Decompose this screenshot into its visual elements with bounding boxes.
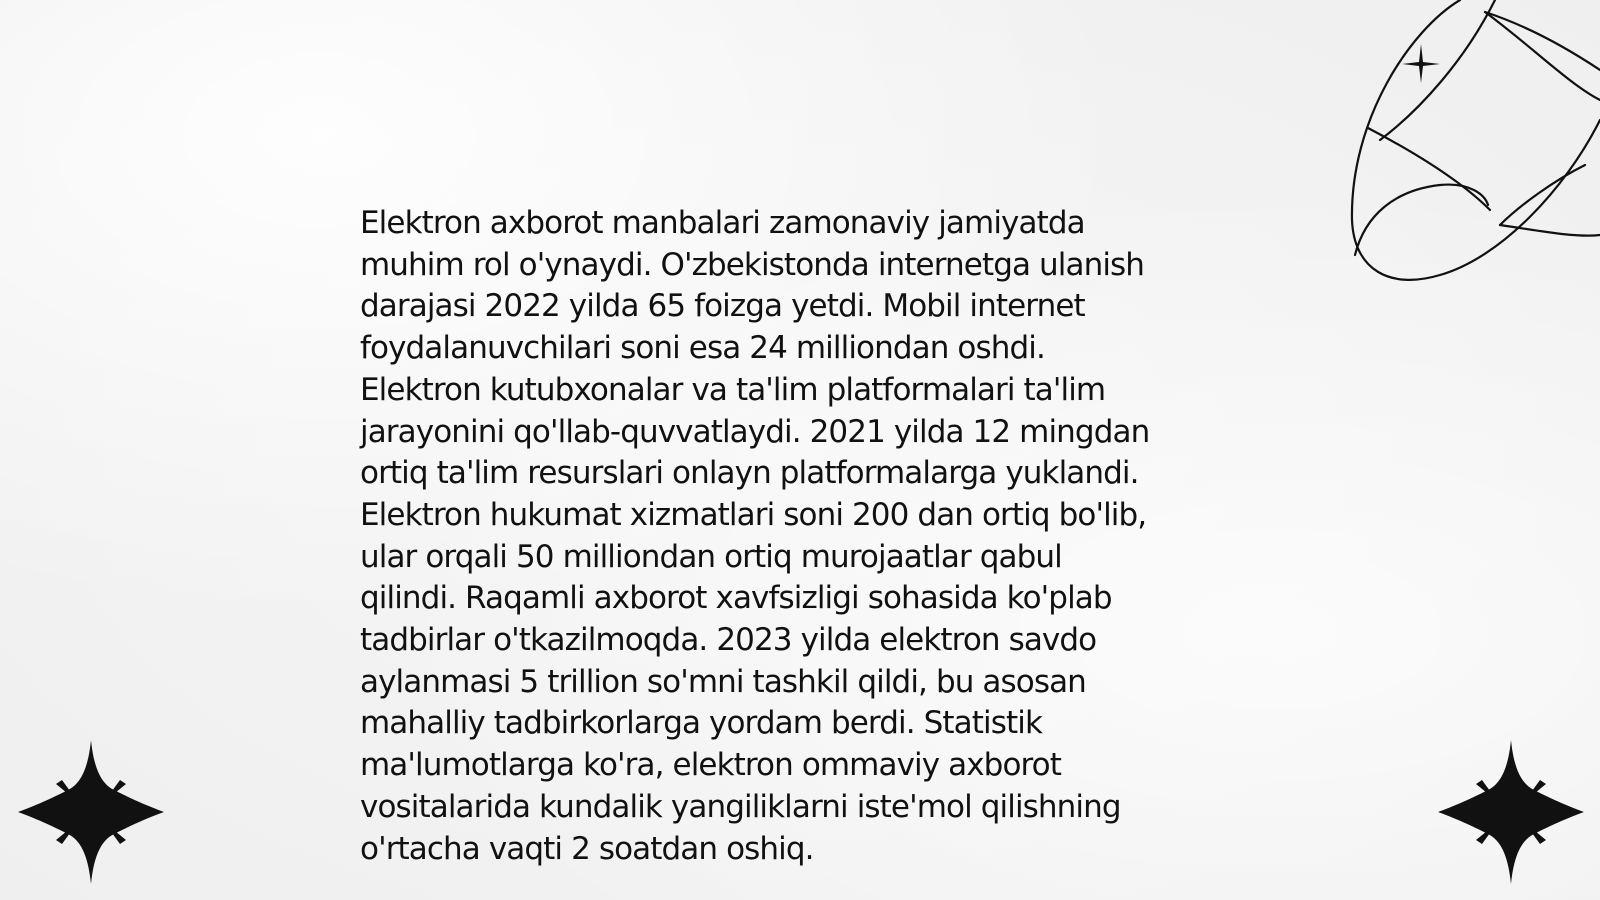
paragraph-line-6: jarayonini qo'llab-quvvatlaydi. 2021 yilda 12 mingdan bbox=[360, 413, 1150, 450]
paragraph-line-16: o'rtacha vaqti 2 soatdan oshiq. bbox=[360, 830, 814, 867]
paragraph-line-4: foydalanuvchilari soni esa 24 milliondan oshdi. bbox=[360, 330, 1045, 367]
paragraph-line-10: qilindi. Raqamli axborot xavfsizligi sohasida ko'plab bbox=[360, 580, 1112, 617]
orbit-lines-icon bbox=[1350, 0, 1600, 290]
paragraph-line-14: ma'lumotlarga ko'ra, elektron ommaviy axborot bbox=[360, 747, 1062, 784]
four-point-star-icon bbox=[1438, 740, 1584, 884]
four-point-star-icon bbox=[18, 740, 164, 884]
paragraph-line-1: Elektron axborot manbalari zamonaviy jamiyatda bbox=[360, 205, 1085, 241]
paragraph-line-9: ular orqali 50 milliondan ortiq murojaatlar qabul bbox=[360, 538, 1062, 575]
paragraph-line-12: aylanmasi 5 trillion so'mni tashkil qildi, bu asosan bbox=[360, 663, 1086, 700]
paragraph-line-8: Elektron hukumat xizmatlari soni 200 dan ortiq bo'lib, bbox=[360, 496, 1147, 533]
paragraph-line-15: vositalarida kundalik yangiliklarni iste'mol qilishning bbox=[360, 788, 1121, 825]
paragraph-line-13: mahalliy tadbirkorlarga yordam berdi. Statistik bbox=[360, 705, 1042, 742]
paragraph-line-11: tadbirlar o'tkazilmoqda. 2023 yilda elektron savdo bbox=[360, 622, 1097, 659]
paragraph-line-7: ortiq ta'lim resurslari onlayn platformalarga yuklandi. bbox=[360, 455, 1139, 492]
body-paragraph bbox=[360, 203, 1260, 870]
paragraph-line-5: Elektron kutubxonalar va ta'lim platformalari ta'lim bbox=[360, 371, 1106, 408]
paragraph-line-3: darajasi 2022 yilda 65 foizga yetdi. Mobil internet bbox=[360, 288, 1085, 325]
paragraph-line-2: muhim rol o'ynaydi. O'zbekistonda internetga ulanish bbox=[360, 246, 1145, 283]
